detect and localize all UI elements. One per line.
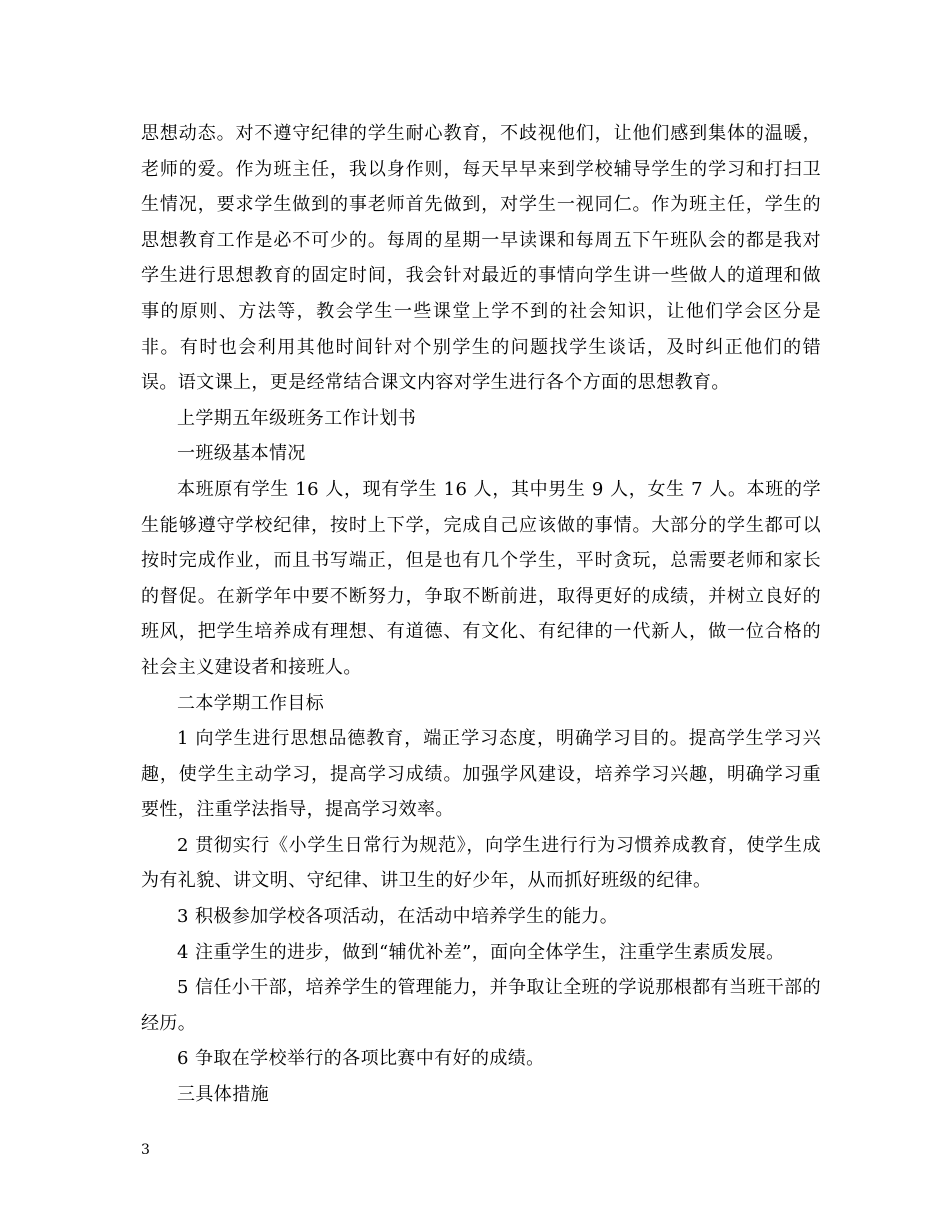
paragraph-heading-class-situation: 一班级基本情况 bbox=[177, 443, 306, 465]
paragraph-heading-plan-title: 上学期五年级班务工作计划书 bbox=[177, 407, 417, 429]
page-number: 3 bbox=[141, 1142, 150, 1158]
paragraph-goal-2: 2 贯彻实行《小学生日常行为规范》，向学生进行行为习惯养成教育，使学生成为有礼貌、讲文明、守纪律、讲卫生的好少年，从而抓好班级的纪律。 bbox=[141, 834, 821, 892]
paragraph-heading-goals: 二本学期工作目标 bbox=[177, 692, 325, 714]
paragraph-class-situation: 本班原有学生 16 人，现有学生 16 人，其中男生 9 人，女生 7 人。本班的学生能够遵守学校纪律，按时上下学，完成自己应该做的事情。大部分的学生都可以按时完成作业，而且书写端正，但是也有几个学生，平时贪玩，总需要老师和家长的督促。在新学年中要不断努力，争取不断前进，取得更好的成绩，并树立良好的班风，把学生培养成有理想、有道德、有文化、有纪律的一代新人，做一位合格的社会主义建设者和接班人。 bbox=[141, 478, 821, 678]
paragraph-continuation: 思想动态。对不遵守纪律的学生耐心教育，不歧视他们，让他们感到集体的温暖，老师的爱。作为班主任，我以身作则，每天早早来到学校辅导学生的学习和打扫卫生情况，要求学生做到的事老师首先做到，对学生一视同仁。作为班主任，学生的思想教育工作是必不可少的。每周的星期一早读课和每周五下午班队会的都是我对学生进行思想教育的固定时间，我会针对最近的事情向学生讲一些做人的道理和做事的原则、方法等，教会学生一些课堂上学不到的社会知识，让他们学会区分是非。有时也会利用其他时间针对个别学生的问题找学生谈话，及时纠正他们的错误。语文课上，更是经常结合课文内容对学生进行各个方面的思想教育。 bbox=[141, 123, 821, 394]
paragraph-goal-3: 3 积极参加学校各项活动，在活动中培养学生的能力。 bbox=[177, 906, 619, 928]
document-body bbox=[141, 116, 821, 1113]
paragraph-goal-4: 4 注重学生的进步，做到“辅优补差”，面向全体学生，注重学生素质发展。 bbox=[177, 941, 785, 963]
paragraph-goal-6: 6 争取在学校举行的各项比赛中有好的成绩。 bbox=[177, 1048, 545, 1070]
paragraph-heading-measures: 三具体措施 bbox=[177, 1084, 269, 1106]
paragraph-goal-5: 5 信任小干部，培养学生的管理能力，并争取让全班的学说那根都有当班干部的经历。 bbox=[141, 977, 821, 1034]
paragraph-goal-1: 1 向学生进行思想品德教育，端正学习态度，明确学习目的。提高学生学习兴趣，使学生主动学习，提高学习成绩。加强学风建设，培养学习兴趣，明确学习重要性，注重学法指导，提高学习效率。 bbox=[141, 728, 821, 821]
